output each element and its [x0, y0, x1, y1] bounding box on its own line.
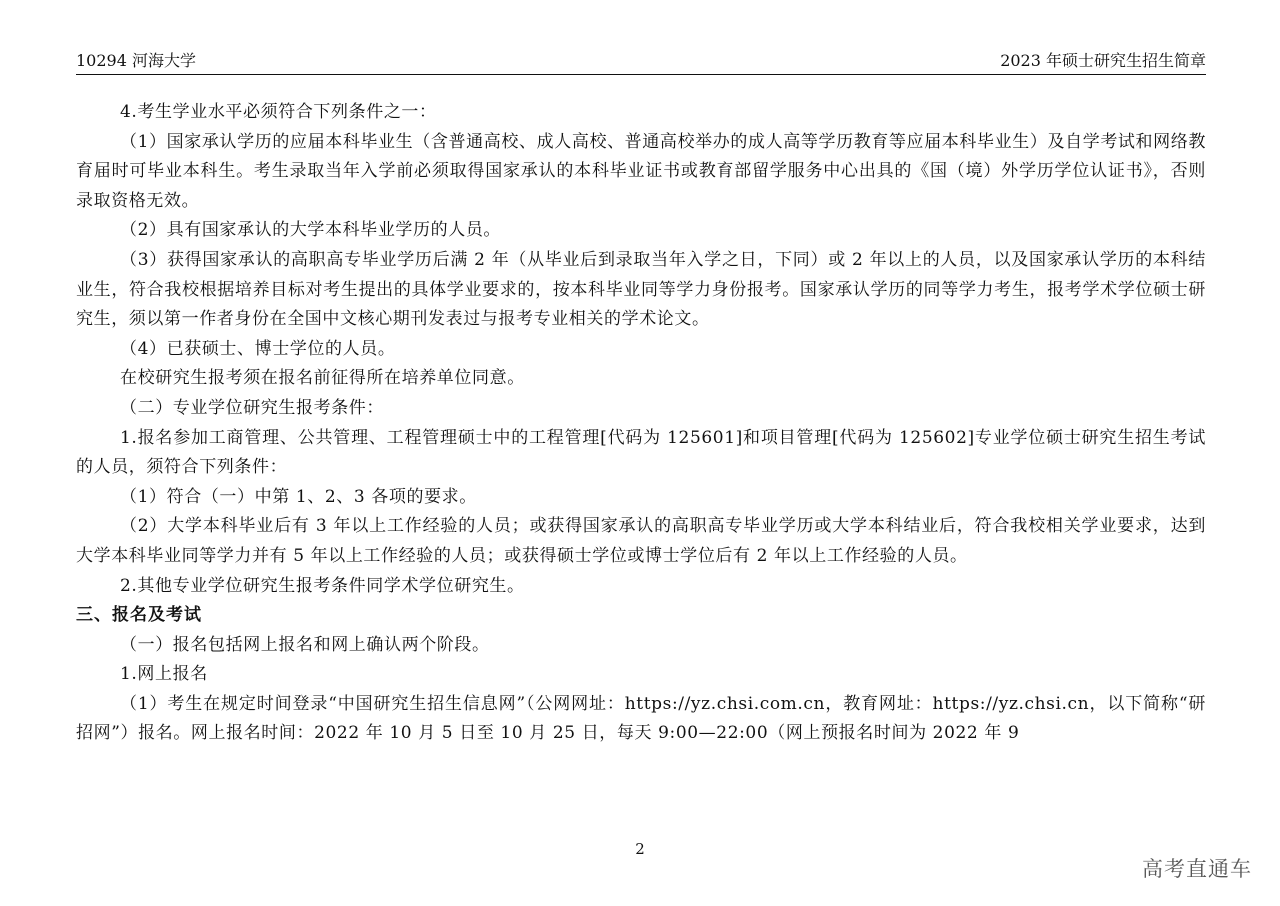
paragraph: （1）考生在规定时间登录“中国研究生招生信息网”（公网网址：https://yz.chsi.com.cn，教育网址：https://yz.chsi.cn，以下简称“研招网”）报名。网上报名时间：2022 年 10 月 5 日至 10 月 25 日，每天 9:00—22:00（网上预报名时间为 2022 年 9	[76, 693, 1206, 744]
paragraph: （1）国家承认学历的应届本科毕业生（含普通高校、成人高校、普通高校举办的成人高等学历教育等应届本科毕业生）及自学考试和网络教育届时可毕业本科生。考生录取当年入学前必须取得国家承认的本科毕业证书或教育部留学服务中心出具的《国（境）外学历学位认证书》，否则录取资格无效。	[76, 131, 1206, 211]
paragraph: 在校研究生报考须在报名前征得所在培养单位同意。	[120, 368, 525, 389]
paragraph: （二）专业学位研究生报考条件：	[120, 397, 384, 418]
section-heading: 三、报名及考试	[76, 605, 202, 626]
paragraph: 2.其他专业学位研究生报考条件同学术学位研究生。	[120, 575, 525, 596]
paragraph: （一）报名包括网上报名和网上确认两个阶段。	[120, 634, 490, 655]
paragraph: 1.网上报名	[120, 664, 208, 685]
paragraph: （4）已获硕士、博士学位的人员。	[120, 338, 396, 359]
paragraph: 4.考生学业水平必须符合下列条件之一：	[120, 102, 437, 122]
header-university: 10294 河海大学	[76, 51, 196, 70]
page-number: 2	[635, 840, 645, 858]
paragraph: 1.报名参加工商管理、公共管理、工程管理硕士中的工程管理[代码为 125601]和项目管理[代码为 125602]专业学位硕士研究生招生考试的人员，须符合下列条件：	[76, 427, 1206, 478]
paragraph: （2）大学本科毕业后有 3 年以上工作经验的人员；或获得国家承认的高职高专毕业学历或大学本科结业后，符合我校相关学业要求，达到大学本科毕业同等学力并有 5 年以上工作经验的人员；或获得硕士学位或博士学位后有 2 年以上工作经验的人员。	[76, 516, 1206, 566]
header-document-title: 2023 年硕士研究生招生简章	[1000, 51, 1206, 70]
document-body	[76, 98, 1206, 749]
paragraph: （1）符合（一）中第 1、2、3 各项的要求。	[120, 486, 477, 507]
running-header	[76, 50, 1206, 75]
paragraph: （2）具有国家承认的大学本科毕业学历的人员。	[120, 220, 502, 241]
watermark-text: 高考直通车	[1142, 857, 1252, 881]
paragraph: （3）获得国家承认的高职高专毕业学历后满 2 年（从毕业后到录取当年入学之日，下同）或 2 年以上的人员，以及国家承认学历的本科结业生，符合我校根据培养目标对考生提出的具体学业要求的，按本科毕业同等学力身份报考。国家承认学历的同等学力考生，报考学术学位硕士研究生，须以第一作者身份在全国中文核心期刊发表过与报考专业相关的学术论文。	[76, 249, 1206, 330]
